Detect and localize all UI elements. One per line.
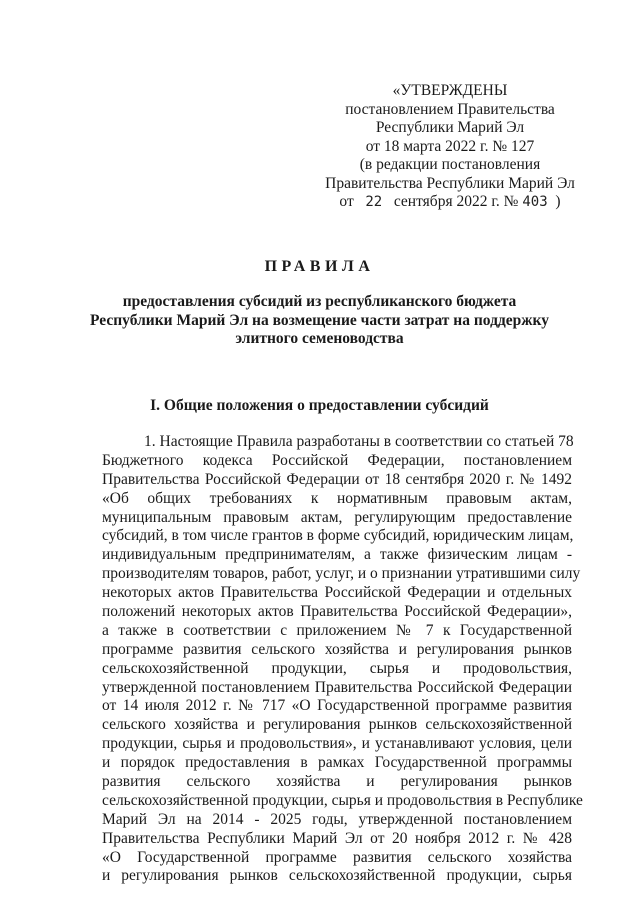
body-line: и регулирования рынков сельскохозяйственной продукции, сырья <box>102 867 572 885</box>
body-line: сельскохозяйственной продукции, сырья и продовольствия в Республике <box>102 791 583 809</box>
body-paragraph <box>102 433 583 886</box>
subtitle-line: Республики Марий Эл на возмещение части затрат на поддержку <box>90 311 549 329</box>
body-line: сельскохозяйственной продукции, сырья и продовольствия, <box>102 659 572 677</box>
body-line: и порядок предоставления в рамках Государственной программы <box>102 754 572 772</box>
approval-line-2: постановлением Правительства <box>345 100 555 118</box>
body-line: а также в соответствии с приложением № 7 к Государственной <box>102 621 572 639</box>
body-line: «Об общих требованиях к нормативным правовым актам, <box>102 489 572 507</box>
body-line: программе развития сельского хозяйства и регулирования рынков <box>102 640 572 658</box>
body-line: Марий Эл на 2014 - 2025 годы, утвержденной постановлением <box>102 810 572 828</box>
body-line: производителям товаров, работ, услуг, и о признании утратившими силу <box>102 565 581 583</box>
approval-line-1: «УТВЕРЖДЕНЫ <box>392 82 508 99</box>
subtitle-line: предоставления субсидий из республиканского бюджета <box>122 293 517 310</box>
body-line: сельского хозяйства и регулирования рынков сельскохозяйственной <box>102 716 572 734</box>
body-line: «О Государственной программе развития сельского хозяйства <box>102 848 572 866</box>
body-line: некоторых актов Правительства Российской Федерации и отдельных <box>102 584 572 602</box>
approval-line-7 <box>300 193 600 212</box>
approval-day-handwritten: 22 <box>365 194 383 210</box>
approval-number-handwritten: 403 <box>522 194 548 210</box>
body-line: от 14 июля 2012 г. № 717 «О Государственной программе развития <box>102 697 572 715</box>
body-line: муниципальным правовым актам, регулирующим предоставление <box>102 508 572 526</box>
section-heading: I. Общие положения о предоставлении субсидий <box>150 397 489 414</box>
body-line: 1. Настоящие Правила разработаны в соответствии со статьей 78 <box>144 433 574 450</box>
approval-line-6: Правительства Республики Марий Эл <box>325 174 575 192</box>
body-line: развития сельского хозяйства и регулирования рынков <box>102 773 572 791</box>
body-line: Правительства Республики Марий Эл от 20 ноября 2012 г. № 428 <box>102 829 572 847</box>
body-line: Правительства Российской Федерации от 18 сентября 2020 г. № 1492 <box>102 470 572 488</box>
approval-line-4: от 18 марта 2022 г. № 127 <box>365 137 535 155</box>
document-subtitle <box>60 293 579 349</box>
approval-line-7-suffix: ) <box>555 193 561 210</box>
approval-line-5: (в редакции постановления <box>359 156 541 173</box>
approval-stamp <box>300 82 600 212</box>
body-line: продукции, сырья и продовольствия», и устанавливают условия, цели <box>102 735 572 753</box>
approval-line-7-middle: сентября 2022 г. № <box>393 193 519 210</box>
approval-line-3: Республики Марий Эл <box>375 119 525 136</box>
body-line: положений некоторых актов Правительства Российской Федерации», <box>102 603 572 621</box>
approval-line-7-prefix: от <box>339 193 354 210</box>
body-line: Бюджетного кодекса Российской Федерации, постановлением <box>102 451 572 469</box>
body-line: утвержденной постановлением Правительства Российской Федерации <box>102 678 572 696</box>
subtitle-line: элитного семеноводства <box>235 330 404 347</box>
document-title: ПРАВИЛА <box>264 258 375 275</box>
body-line: индивидуальным предпринимателям, а также физическим лицам - <box>102 546 572 564</box>
body-line: субсидий, в том числе грантов в форме субсидий, юридическим лицам, <box>102 527 574 545</box>
